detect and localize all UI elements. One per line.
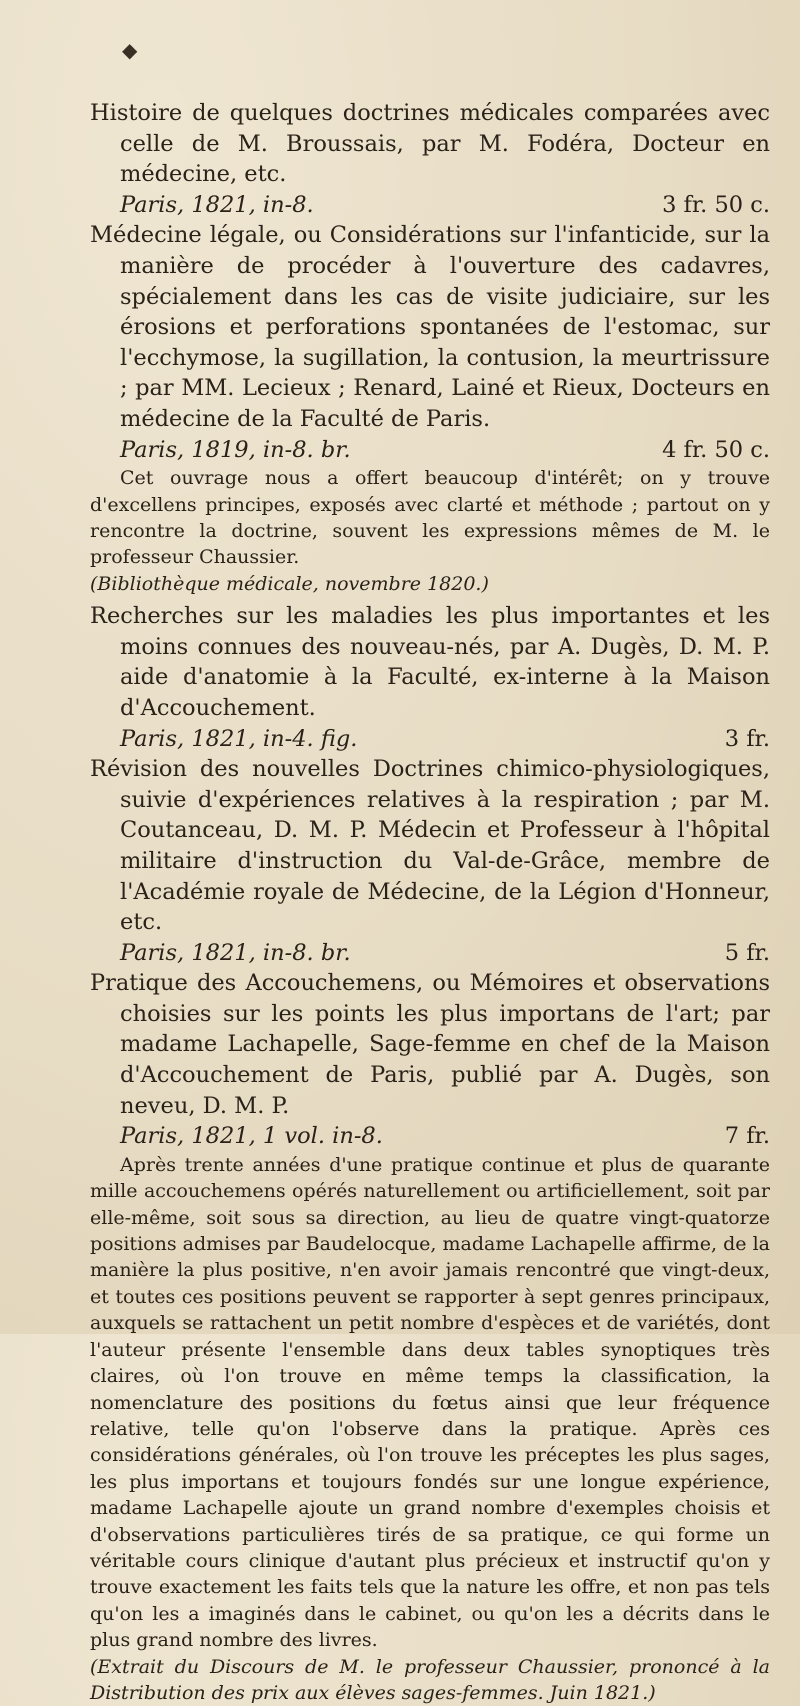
entry-imprint-line <box>90 1121 770 1152</box>
review-source: (Bibliothèque médicale, novembre 1820.) <box>90 572 489 595</box>
review-source: (Extrait du Discours de M. le professeur Chaussier, prononcé à la Distribution des prix aux élèves sages-femmes. Juin 1821.) <box>90 1655 770 1704</box>
entry-imprint: Paris, 1821, 1 vol. in-8. <box>120 1123 383 1150</box>
entry-imprint: Paris, 1821, in-8. <box>120 191 314 218</box>
entry-title: Pratique des Accouchemens, ou Mémoires et observations choisies sur les points les plus importans de l'art; par madame Lachapelle, Sage-femme en chef de la Maison d'Accouchement de Paris, publié par A. Dugès, son neveu, D. M. P. <box>90 970 770 1119</box>
review-text: Cet ouvrage nous a offert beaucoup d'intérêt; on y trouve d'excellens principes, exposés avec clarté et méthode ; partout on y rencontre la doctrine, souvent les expressions mêmes de M. le professeur Chaussier. <box>90 467 770 569</box>
entry-imprint-line <box>90 190 770 221</box>
entry-imprint-line <box>90 938 770 969</box>
entry-price: 7 fr. <box>724 1123 770 1150</box>
entry-title: Histoire de quelques doctrines médicales comparées avec celle de M. Broussais, par M. Fodéra, Docteur en médecine, etc. <box>90 100 770 188</box>
entry-imprint-line <box>90 724 770 755</box>
catalogue-entry <box>90 98 770 220</box>
entry-price: 4 fr. 50 c. <box>662 436 770 463</box>
entry-review <box>90 1152 770 1706</box>
entry-review <box>90 465 770 597</box>
entry-title: Médecine légale, ou Considérations sur l'infanticide, sur la manière de procéder à l'ouverture des cadavres, spécialement dans les cas de visite judiciaire, sur les érosions et perforations spontanées de l'estomac, sur l'ecchymose, la sugillation, la contusion, la meurtrissure ; par MM. Lecieux ; Renard, Lainé et Rieux, Docteurs en médecine de la Faculté de Paris. <box>90 222 770 432</box>
entry-price: 3 fr. 50 c. <box>662 191 770 218</box>
entry-title: Révision des nouvelles Doctrines chimico-physiologiques, suivie d'expériences relatives à la respiration ; par M. Coutanceau, D. M. P. Médecin et Professeur à l'hôpital militaire d'instruction du Val-de-Grâce, membre de l'Académie royale de Médecine, de la Légion d'Honneur, etc. <box>90 756 770 936</box>
catalogue-entry <box>90 601 770 754</box>
entry-imprint: Paris, 1821, in-4. fig. <box>120 725 358 752</box>
entry-price: 3 fr. <box>724 725 770 752</box>
catalogue-entry <box>90 220 770 597</box>
ornament-icon: ◆ <box>122 38 138 62</box>
review-text: Après trente années d'une pratique continue et plus de quarante mille accouchemens opérés naturellement ou artificiellement, soit par elle-même, soit sous sa direction, au lieu de quatre vingt-quatorze positions admises par Baudelocque, madame Lachapelle affirme, de la manière la plus positive, n'en avoir jamais rencontré que vingt-deux, et toutes ces positions peuvent se rapporter à sept genres principaux, auxquels se rattachent un petit nombre d'espèces et de variétés, dont l'auteur présente l'ensemble dans deux tables synoptiques très claires, où l'on trouve en même temps la classification, la nomenclature des positions du fœtus ainsi que leur fréquence relative, telle qu'on l'observe dans la pratique. Après ces considérations générales, où l'on trouve les préceptes les plus sages, les plus importans et toujours fondés sur une longue expérience, madame Lachapelle ajoute un grand nombre d'exemples choisis et d'observations particulières tirés de sa pratique, ce qui forme un véritable cours clinique d'autant plus précieux et instructif qu'on y trouve exactement les faits tels que la nature les offre, et non pas tels qu'on les a imaginés dans le cabinet, ou qu'on les a décrits dans le plus grand nombre des livres. <box>90 1153 770 1652</box>
catalogue-entry <box>90 754 770 968</box>
entry-imprint: Paris, 1821, in-8. br. <box>120 939 351 966</box>
entry-price: 5 fr. <box>724 939 770 966</box>
entry-title: Recherches sur les maladies les plus importantes et les moins connues des nouveau-nés, par A. Dugès, D. M. P. aide d'anatomie à la Faculté, ex-interne à la Maison d'Accouchement. <box>90 603 770 721</box>
catalogue-entry <box>90 968 770 1706</box>
entry-imprint: Paris, 1819, in-8. br. <box>120 436 351 463</box>
entry-imprint-line <box>90 435 770 466</box>
catalogue-text <box>90 98 770 1706</box>
